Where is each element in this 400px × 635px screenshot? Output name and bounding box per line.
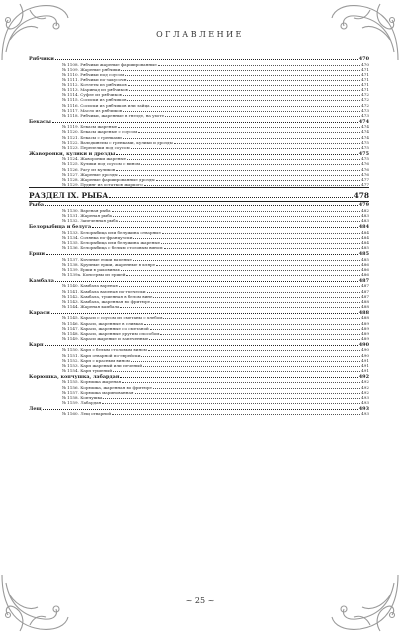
toc-page-number: 476 bbox=[361, 166, 369, 172]
dot-leader bbox=[129, 87, 360, 91]
dot-leader bbox=[150, 326, 360, 330]
toc-page-number: 486 bbox=[361, 271, 369, 277]
toc-page-number: 479 bbox=[358, 202, 369, 208]
dot-leader bbox=[103, 395, 360, 399]
dot-leader bbox=[119, 218, 360, 222]
dot-leader bbox=[123, 92, 360, 96]
toc-entry-title: № 1119. Бекасы жареные bbox=[62, 124, 118, 130]
dot-leader bbox=[125, 72, 360, 76]
toc-entry-title: № 1144. Жареная камбала bbox=[62, 303, 120, 309]
toc-page-number: 489 bbox=[361, 320, 369, 326]
toc-entry-title: № 1118. Рябчики, жаренные в гнезде, на ухоте bbox=[62, 112, 165, 118]
page-number: ~ 25 ~ bbox=[185, 596, 215, 605]
toc-entry-title: № 1157. Корюшка маринованная bbox=[62, 389, 134, 395]
toc-entry-title: Бекасы bbox=[29, 118, 51, 125]
toc-entry-title: № 1121. Бекасы с гренками bbox=[62, 134, 122, 140]
dot-leader bbox=[127, 156, 360, 160]
dot-leader bbox=[133, 235, 360, 239]
toc-page-number: 487 bbox=[361, 293, 369, 299]
dot-leader bbox=[131, 358, 360, 362]
toc-recipe-entry[interactable] bbox=[29, 245, 369, 250]
toc-page-number: 491 bbox=[361, 367, 369, 373]
toc-page-number: 475 bbox=[361, 156, 369, 162]
toc-recipe-entry[interactable] bbox=[29, 336, 369, 341]
dot-leader bbox=[164, 245, 361, 249]
toc-entry-title: № 1110. Рябчики под соусом bbox=[62, 71, 125, 77]
dot-leader bbox=[55, 278, 358, 282]
toc-page-number: 487 bbox=[358, 278, 369, 284]
dot-leader bbox=[148, 347, 360, 351]
dot-leader bbox=[153, 293, 360, 297]
toc-entry-title: Рыба bbox=[29, 202, 45, 208]
dot-leader bbox=[109, 193, 352, 197]
toc-page-number: 489 bbox=[361, 330, 369, 336]
toc-page-number: 478 bbox=[353, 190, 369, 200]
toc-entry-title: № 1156. Корюшка, жаренная во фритюре bbox=[62, 384, 152, 390]
toc-entry-title: № 1109. Жареные рябчики bbox=[62, 66, 121, 72]
toc-entry-title: Белорыбица и белуга bbox=[29, 224, 92, 230]
toc-page-number: 472 bbox=[361, 102, 369, 108]
toc-entry-title: № 1155. Корюшка жареная bbox=[62, 379, 122, 385]
dot-leader bbox=[135, 390, 361, 394]
toc-entry-title: № 1140. Камбала вареная bbox=[62, 283, 118, 289]
dot-leader bbox=[121, 67, 360, 71]
toc-entry-title: № 1134. Солянка по-французски bbox=[62, 234, 133, 240]
dot-leader bbox=[151, 299, 360, 303]
dot-leader bbox=[144, 320, 360, 324]
dot-leader bbox=[158, 61, 360, 65]
table-of-contents bbox=[29, 55, 369, 416]
dot-leader bbox=[156, 177, 360, 181]
toc-page-number: 475 bbox=[361, 139, 369, 145]
toc-page-number: 474 bbox=[361, 129, 369, 135]
dot-leader bbox=[156, 261, 360, 265]
toc-entry-title: № 1143. Камбала, жаренная во фритюре bbox=[62, 298, 151, 304]
dot-leader bbox=[45, 202, 358, 206]
toc-entry-title: № 1115. Сосиски из рябчиков bbox=[62, 97, 127, 103]
toc-page-number: 490 bbox=[358, 342, 369, 348]
dot-leader bbox=[128, 82, 361, 86]
dot-leader bbox=[116, 166, 360, 170]
toc-part-heading[interactable] bbox=[29, 191, 369, 200]
toc-page-number: 475 bbox=[361, 144, 369, 150]
toc-entry-title: № 1124. Жаворонки жареные bbox=[62, 156, 127, 162]
toc-page-number: 477 bbox=[361, 176, 369, 182]
toc-entry-title: № 1145. Караси с соусом из сметаны с хлебом bbox=[62, 315, 163, 321]
toc-page-number: 476 bbox=[361, 161, 369, 167]
toc-entry-title: № 1136. Белорыбица с белым столовым вином bbox=[62, 245, 163, 250]
toc-page-number: 484 bbox=[361, 229, 369, 235]
toc-page-number: 471 bbox=[361, 76, 369, 82]
toc-page-number: 487 bbox=[361, 283, 369, 289]
toc-entry-title: № 1111. Рябчики по-закусочн bbox=[62, 76, 127, 82]
toc-entry-title: № 1112. Котлеты из рябчиков bbox=[62, 82, 127, 88]
dot-leader bbox=[113, 213, 360, 217]
toc-page-number: 476 bbox=[361, 171, 369, 177]
toc-entry-title: № 1108. Рябчики жареные фаршированные bbox=[62, 61, 157, 67]
dot-leader bbox=[133, 256, 360, 260]
toc-entry-title: № 1126. Рагу из куликов bbox=[62, 166, 116, 172]
toc-recipe-entry[interactable] bbox=[29, 145, 369, 150]
dot-leader bbox=[45, 342, 358, 346]
toc-entry-title: № 1139а. Консервы из ершей bbox=[62, 271, 126, 277]
dot-leader bbox=[127, 77, 360, 81]
dot-leader bbox=[143, 363, 360, 367]
toc-page-number: 485 bbox=[361, 256, 369, 262]
toc-page-number: 491 bbox=[361, 357, 369, 363]
toc-page-number: 483 bbox=[361, 213, 369, 218]
dot-leader bbox=[141, 161, 360, 165]
toc-entry-title: Караси bbox=[29, 310, 50, 316]
dot-leader bbox=[127, 97, 360, 101]
toc-entry-title: № 1114. Суфле из рябчиков bbox=[62, 92, 122, 98]
toc-page-number: 492 bbox=[361, 379, 369, 385]
toc-page-number: 493 bbox=[361, 399, 369, 405]
toc-page-number: 477 bbox=[361, 181, 369, 187]
toc-page-number: 474 bbox=[358, 118, 369, 125]
toc-recipe-entry[interactable] bbox=[29, 368, 369, 373]
dot-leader bbox=[141, 352, 360, 356]
dot-leader bbox=[119, 283, 360, 287]
toc-page-number: 483 bbox=[361, 218, 369, 224]
toc-recipe-entry[interactable] bbox=[29, 218, 369, 223]
dot-leader bbox=[55, 56, 358, 60]
toc-page-number: 484 bbox=[361, 234, 369, 240]
toc-entry-title: № 1138. Крупные ерши, жаренные в кляре bbox=[62, 261, 156, 267]
toc-entry-title: Корюшка, копчушка, лабардан bbox=[29, 374, 120, 380]
dot-leader bbox=[122, 379, 360, 383]
toc-entry-title: № 1132. Запеченная рыба bbox=[62, 218, 119, 224]
dot-leader bbox=[174, 140, 360, 144]
toc-page-number: 492 bbox=[361, 384, 369, 390]
section-rule bbox=[29, 201, 369, 202]
dot-leader bbox=[52, 119, 358, 123]
dot-leader bbox=[138, 129, 360, 133]
toc-entry-title: № 1148. Караси, жаренные другим способом bbox=[62, 330, 160, 336]
toc-page-number: 493 bbox=[361, 411, 369, 417]
toc-entry-title: № 1159. Лабардан bbox=[62, 399, 102, 405]
toc-page-number: 485 bbox=[361, 245, 369, 250]
dot-leader bbox=[112, 208, 361, 212]
dot-leader bbox=[165, 113, 360, 117]
dot-leader bbox=[153, 384, 360, 388]
toc-entry-title: № 1142. Камбала, тушенная в белом вине bbox=[62, 293, 153, 299]
toc-page-number: 492 bbox=[361, 389, 369, 395]
toc-entry-title: № 1150. Карп с белым столовым вином bbox=[62, 347, 147, 353]
toc-page-number: 492 bbox=[358, 374, 369, 380]
dot-leader bbox=[112, 411, 360, 415]
toc-page-number: 489 bbox=[361, 335, 369, 341]
toc-page-number: 486 bbox=[361, 266, 369, 272]
dot-leader bbox=[118, 124, 360, 128]
toc-page-number: 482 bbox=[361, 207, 369, 213]
dot-leader bbox=[120, 304, 360, 308]
toc-entry-title: № 1116. Сосиски из рябчиков или зайца bbox=[62, 102, 150, 108]
dot-leader bbox=[123, 108, 360, 112]
toc-page-number: 471 bbox=[361, 82, 369, 88]
dot-leader bbox=[120, 374, 357, 378]
toc-entry-title: Жаворонки, кулики и дрозды bbox=[29, 150, 116, 157]
toc-entry-title: № 1127. Жареные дрозды bbox=[62, 171, 118, 177]
dot-leader bbox=[126, 272, 360, 276]
toc-entry-title: № 1113. Маринад из рябчиков bbox=[62, 87, 128, 93]
toc-page-number: 472 bbox=[361, 92, 369, 98]
toc-entry-title: № 1139. Ерши в раковинах bbox=[62, 266, 120, 272]
dot-leader bbox=[113, 368, 360, 372]
toc-page-number: 491 bbox=[361, 362, 369, 368]
toc-entry-title: № 1146. Караси, жаренные в сливках bbox=[62, 320, 144, 326]
toc-entry-title: № 1128. Жареные фаршированные дрозды bbox=[62, 176, 155, 182]
dot-leader bbox=[160, 331, 360, 335]
toc-recipe-entry[interactable] bbox=[29, 304, 369, 309]
toc-entry-title: № 1135. Белорыбица или белужина жареные bbox=[62, 239, 161, 245]
toc-page-number: 473 bbox=[361, 107, 369, 113]
dot-leader bbox=[131, 145, 360, 149]
toc-page-number: 488 bbox=[361, 303, 369, 309]
toc-recipe-entry[interactable] bbox=[29, 272, 369, 277]
toc-entry-title: Камбала bbox=[29, 278, 54, 284]
toc-page-number: 486 bbox=[361, 261, 369, 267]
toc-page-number: 471 bbox=[361, 71, 369, 77]
dot-leader bbox=[116, 151, 358, 155]
dot-leader bbox=[151, 102, 361, 106]
toc-page-number: 484 bbox=[358, 224, 369, 230]
toc-page-number: 484 bbox=[361, 239, 369, 245]
dot-leader bbox=[119, 172, 361, 176]
toc-entry-title: № 1125. Кулики под соусом с вином bbox=[62, 161, 141, 167]
dot-leader bbox=[102, 400, 360, 404]
running-header: ОГЛАВЛЕНИЕ bbox=[156, 30, 244, 39]
toc-page-number: 493 bbox=[358, 406, 369, 412]
toc-page-number: 471 bbox=[361, 66, 369, 72]
toc-entry-title: № 1137. Крупные ерши вареные bbox=[62, 256, 132, 262]
dot-leader bbox=[161, 240, 360, 244]
toc-entry-title: № 1122. Вальдшнепы с гренками, кулики и дрозды bbox=[62, 139, 173, 145]
toc-recipe-entry[interactable] bbox=[29, 400, 369, 405]
toc-page-number: 490 bbox=[361, 352, 369, 358]
toc-recipe-entry[interactable] bbox=[29, 411, 369, 416]
toc-entry-title: № 1133. Белорыбица или белужина отварные bbox=[62, 229, 161, 235]
toc-page-number: 475 bbox=[358, 150, 369, 157]
toc-entry-title: № 1141. Камбала вареная по-гречески bbox=[62, 288, 146, 294]
toc-page-number: 470 bbox=[361, 61, 369, 67]
toc-page-number: 490 bbox=[361, 347, 369, 353]
toc-entry-title: № 1123. Перепелки под соусом bbox=[62, 144, 130, 150]
toc-entry-title: Лещ bbox=[29, 406, 42, 412]
dot-leader bbox=[149, 336, 360, 340]
toc-page-number: 488 bbox=[358, 310, 369, 316]
toc-page-number: 474 bbox=[361, 134, 369, 140]
toc-page-number: 470 bbox=[358, 56, 369, 62]
toc-entry-title: № 1152. Карп с красным вином bbox=[62, 357, 130, 363]
toc-entry-title: РАЗДЕЛ IX. РЫБА bbox=[29, 190, 109, 200]
toc-page-number: 488 bbox=[361, 315, 369, 321]
toc-entry-title: № 1147. Караси, жаренные со сметаной bbox=[62, 325, 149, 331]
dot-leader bbox=[121, 267, 360, 271]
dot-leader bbox=[92, 224, 358, 228]
dot-leader bbox=[43, 406, 358, 410]
toc-page-number: 472 bbox=[361, 97, 369, 103]
toc-page-number: 488 bbox=[361, 298, 369, 304]
toc-entry-title: № 1120. Бекасы жареные с соусом bbox=[62, 129, 138, 135]
toc-entry-title: № 1117. Масло из рябчиков bbox=[62, 107, 123, 113]
toc-page-number: 485 bbox=[358, 251, 369, 257]
toc-page-number: 471 bbox=[361, 87, 369, 93]
toc-entry-title: № 1130. Вареная рыба bbox=[62, 207, 111, 213]
toc-entry-title: Карп bbox=[29, 342, 44, 348]
dot-leader bbox=[123, 134, 360, 138]
toc-recipe-entry[interactable] bbox=[29, 113, 369, 118]
toc-page-number: 487 bbox=[361, 288, 369, 294]
toc-entry-title: № 1149. Караси жареные и запеченные bbox=[62, 335, 149, 341]
toc-entry-title: № 1160. Лещ отварной bbox=[62, 411, 112, 417]
toc-entry-title: Рябчики bbox=[29, 56, 54, 62]
toc-page-number: 493 bbox=[361, 394, 369, 400]
toc-page-number: 489 bbox=[361, 325, 369, 331]
toc-page-number: 474 bbox=[361, 124, 369, 130]
toc-entry-title: № 1158. Копчушка bbox=[62, 394, 103, 400]
toc-entry-title: № 1153. Карп жареный или печеный bbox=[62, 362, 143, 368]
dot-leader bbox=[163, 315, 360, 319]
dot-leader bbox=[144, 182, 360, 186]
toc-entry-title: Ерши bbox=[29, 251, 46, 257]
dot-leader bbox=[51, 310, 358, 314]
toc-entry-title: № 1131. Жареная рыба bbox=[62, 213, 113, 218]
toc-entry-title: № 1151. Карп отварной по-еврейски bbox=[62, 352, 141, 358]
dot-leader bbox=[162, 229, 360, 233]
toc-page-number: 473 bbox=[361, 112, 369, 118]
dot-leader bbox=[46, 251, 358, 255]
toc-entry-title: № 1129. Пудинг из остатков жаркого bbox=[62, 181, 143, 187]
section-rule bbox=[29, 187, 369, 188]
toc-entry-title: № 1154. Карп тушеный bbox=[62, 367, 113, 373]
dot-leader bbox=[147, 288, 361, 292]
